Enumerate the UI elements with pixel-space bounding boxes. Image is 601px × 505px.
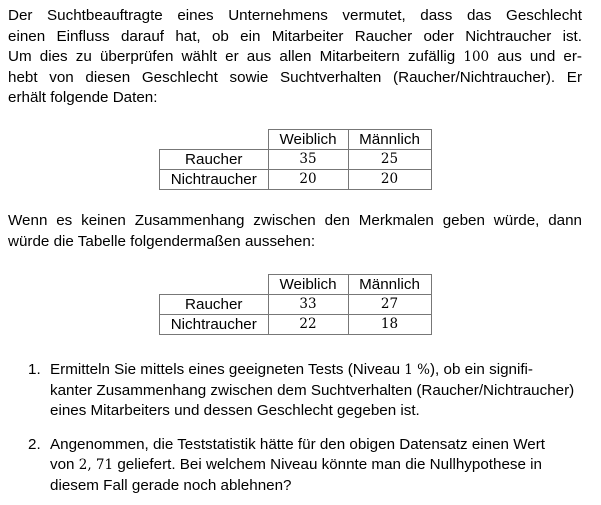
table-row: [160, 295, 432, 315]
table-row: [160, 170, 432, 190]
task-line: von 2, 71 geliefert. Bei welchem Niveau könnte man die Nullhypothese in: [50, 456, 542, 473]
task-line: Angenommen, die Teststatistik hätte für den obigen Datensatz einen Wert: [50, 435, 546, 453]
task-item: [28, 435, 601, 497]
significance-level: 1 %: [404, 362, 430, 378]
paragraph-line: Wenn es keinen Zusammenhang zwischen den Merkmalen geben würde, dann: [8, 212, 582, 229]
table-cell: 33: [268, 295, 348, 315]
row-label: Raucher: [160, 150, 269, 170]
intro-line: erhält folgende Daten:: [8, 89, 158, 106]
task-list: [28, 360, 601, 496]
row-label: Nichtraucher: [160, 170, 269, 190]
column-header: Männlich: [348, 130, 431, 150]
intro-line: einen Einfluss darauf hat, ob ein Mitarbeiter Raucher oder Nichtraucher ist.: [8, 27, 582, 45]
intro-line: hebt von diesen Geschlecht sowie Suchtverhalten (Raucher/Nichtraucher). Er: [8, 68, 582, 86]
table-header-row: [160, 130, 432, 150]
sample-size: 100: [463, 49, 490, 65]
task-line: Ermitteln Sie mittels eines geeigneten Tests (Niveau 1 %), ob ein signifi-: [50, 361, 533, 378]
task-line: eines Mitarbeiters und dessen Geschlecht gegeben ist.: [50, 402, 420, 419]
table-cell: 20: [348, 170, 431, 190]
table-corner: [160, 275, 269, 295]
table-row: [160, 315, 432, 335]
table-corner: [160, 130, 269, 150]
table-cell: 25: [348, 150, 431, 170]
table-cell: 35: [268, 150, 348, 170]
task-number: 1.: [28, 361, 41, 378]
intro-line: Der Suchtbeauftragte eines Unternehmens vermutet, dass das Geschlecht: [8, 7, 582, 24]
task-item: [28, 360, 601, 422]
column-header: Männlich: [348, 275, 431, 295]
task-line: kanter Zusammenhang zwischen dem Suchtverhalten (Raucher/Nichtraucher): [50, 381, 575, 399]
row-label: Nichtraucher: [160, 315, 269, 335]
test-statistic-value: 2, 71: [78, 457, 114, 473]
intro-line: Um dies zu überprüfen wählt er aus allen Mitarbeitern zufällig 100 aus und er-: [8, 48, 582, 65]
row-label: Raucher: [160, 295, 269, 315]
task-number: 2.: [28, 435, 41, 453]
table-cell: 27: [348, 295, 431, 315]
expected-table: [159, 274, 432, 335]
table-header-row: [160, 275, 432, 295]
table-row: [160, 150, 432, 170]
expected-intro-paragraph: [8, 211, 582, 252]
table-cell: 22: [268, 315, 348, 335]
paragraph-line: würde die Tabelle folgendermaßen aussehen:: [8, 232, 316, 250]
table-cell: 20: [268, 170, 348, 190]
task-line: diesem Fall gerade noch ablehnen?: [50, 476, 292, 494]
table-cell: 18: [348, 315, 431, 335]
column-header: Weiblich: [268, 275, 348, 295]
observed-table: [159, 129, 432, 190]
column-header: Weiblich: [268, 130, 348, 150]
intro-paragraph: [8, 6, 582, 109]
